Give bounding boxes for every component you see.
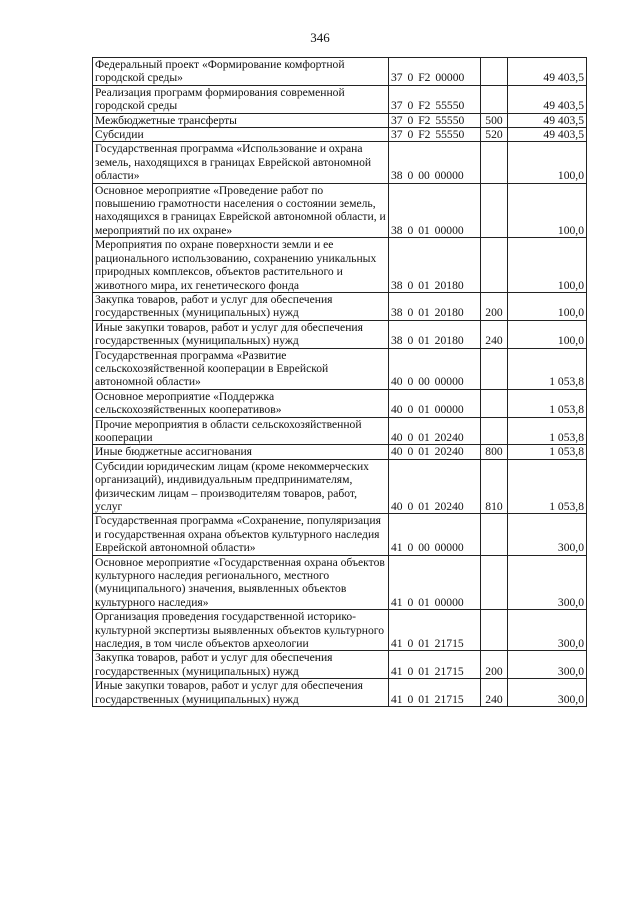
table-row <box>93 348 587 389</box>
table-row <box>93 651 587 679</box>
row-expense-type <box>481 58 508 86</box>
row-amount: 100,0 <box>508 292 587 320</box>
row-name: Реализация программ формирования современной городской среды <box>93 85 389 113</box>
table-row <box>93 610 587 651</box>
table-row <box>93 555 587 610</box>
row-expense-type: 200 <box>481 292 508 320</box>
row-amount: 300,0 <box>508 651 587 679</box>
row-target-code: 40 0 01 20240 <box>389 445 481 459</box>
row-expense-type: 200 <box>481 651 508 679</box>
row-amount: 300,0 <box>508 514 587 555</box>
row-target-code: 38 0 01 20180 <box>389 320 481 348</box>
table-row <box>93 417 587 445</box>
table-row <box>93 292 587 320</box>
row-name: Государственная программа «Развитие сельскохозяйственной кооперации в Еврейской автономной области» <box>93 348 389 389</box>
table-row <box>93 459 587 514</box>
row-amount: 300,0 <box>508 555 587 610</box>
row-name: Основное мероприятие «Поддержка сельскохозяйственных кооперативов» <box>93 389 389 417</box>
row-name: Федеральный проект «Формирование комфортной городской среды» <box>93 58 389 86</box>
table-row <box>93 85 587 113</box>
row-name: Иные бюджетные ассигнования <box>93 445 389 459</box>
row-target-code: 37 0 F2 00000 <box>389 58 481 86</box>
row-name: Государственная программа «Сохранение, популяризация и государственная охрана объектов культурного наследия Еврейской автономной области» <box>93 514 389 555</box>
row-expense-type: 520 <box>481 128 508 142</box>
row-target-code: 40 0 01 00000 <box>389 389 481 417</box>
table-row <box>93 238 587 293</box>
row-expense-type <box>481 142 508 183</box>
table-row <box>93 389 587 417</box>
row-expense-type: 240 <box>481 679 508 707</box>
row-expense-type <box>481 183 508 238</box>
row-target-code: 40 0 01 20240 <box>389 459 481 514</box>
table-row <box>93 445 587 459</box>
row-amount: 100,0 <box>508 183 587 238</box>
row-target-code: 37 0 F2 55550 <box>389 113 481 127</box>
table-row <box>93 514 587 555</box>
row-expense-type <box>481 85 508 113</box>
row-expense-type: 240 <box>481 320 508 348</box>
row-amount: 1 053,8 <box>508 389 587 417</box>
row-amount: 1 053,8 <box>508 445 587 459</box>
row-target-code: 38 0 01 00000 <box>389 183 481 238</box>
row-expense-type <box>481 417 508 445</box>
row-name: Иные закупки товаров, работ и услуг для обеспечения государственных (муниципальных) нужд <box>93 320 389 348</box>
row-amount: 100,0 <box>508 238 587 293</box>
table-row <box>93 142 587 183</box>
table-row <box>93 320 587 348</box>
row-target-code: 40 0 00 00000 <box>389 348 481 389</box>
row-target-code: 38 0 01 20180 <box>389 292 481 320</box>
table-row <box>93 679 587 707</box>
row-name: Субсидии юридическим лицам (кроме некоммерческих организаций), индивидуальным предпринимателям, физическим лицам – производителям товаров, работ, услуг <box>93 459 389 514</box>
row-expense-type: 810 <box>481 459 508 514</box>
row-expense-type <box>481 238 508 293</box>
row-expense-type <box>481 555 508 610</box>
row-amount: 100,0 <box>508 142 587 183</box>
row-expense-type <box>481 389 508 417</box>
row-expense-type <box>481 348 508 389</box>
row-target-code: 37 0 F2 55550 <box>389 85 481 113</box>
row-target-code: 41 0 01 21715 <box>389 679 481 707</box>
row-amount: 1 053,8 <box>508 459 587 514</box>
row-name: Организация проведения государственной историко-культурной экспертизы выявленных объектов культурного наследия, в том числе объектов археологии <box>93 610 389 651</box>
row-amount: 300,0 <box>508 610 587 651</box>
table-row <box>93 113 587 127</box>
row-name: Иные закупки товаров, работ и услуг для обеспечения государственных (муниципальных) нужд <box>93 679 389 707</box>
row-amount: 100,0 <box>508 320 587 348</box>
budget-table <box>92 57 587 707</box>
page-number: 346 <box>310 30 330 45</box>
row-target-code: 41 0 01 21715 <box>389 610 481 651</box>
table-row <box>93 183 587 238</box>
row-amount: 49 403,5 <box>508 58 587 86</box>
row-name: Закупка товаров, работ и услуг для обеспечения государственных (муниципальных) нужд <box>93 292 389 320</box>
row-name: Закупка товаров, работ и услуг для обеспечения государственных (муниципальных) нужд <box>93 651 389 679</box>
row-target-code: 41 0 01 00000 <box>389 555 481 610</box>
table-row <box>93 128 587 142</box>
row-expense-type: 800 <box>481 445 508 459</box>
row-expense-type: 500 <box>481 113 508 127</box>
row-name: Межбюджетные трансферты <box>93 113 389 127</box>
row-amount: 49 403,5 <box>508 128 587 142</box>
row-expense-type <box>481 610 508 651</box>
row-target-code: 40 0 01 20240 <box>389 417 481 445</box>
row-target-code: 38 0 00 00000 <box>389 142 481 183</box>
row-name: Мероприятия по охране поверхности земли и ее рационального использованию, сохранению уникальных природных комплексов, объектов растительного и животного мира, их генетического фонда <box>93 238 389 293</box>
row-amount: 49 403,5 <box>508 85 587 113</box>
row-expense-type <box>481 514 508 555</box>
table-row <box>93 58 587 86</box>
row-name: Основное мероприятие «Проведение работ по повышению грамотности населения о состоянии земель, находящихся в границах Еврейской автономной области, и мероприятий по их охране» <box>93 183 389 238</box>
row-target-code: 41 0 00 00000 <box>389 514 481 555</box>
row-target-code: 41 0 01 21715 <box>389 651 481 679</box>
row-name: Государственная программа «Использование и охрана земель, находящихся в границах Еврейской автономной области» <box>93 142 389 183</box>
row-amount: 49 403,5 <box>508 113 587 127</box>
row-name: Субсидии <box>93 128 389 142</box>
row-amount: 300,0 <box>508 679 587 707</box>
row-target-code: 38 0 01 20180 <box>389 238 481 293</box>
row-target-code: 37 0 F2 55550 <box>389 128 481 142</box>
row-amount: 1 053,8 <box>508 348 587 389</box>
row-name: Основное мероприятие «Государственная охрана объектов культурного наследия регионального, местного (муниципального) значения, выявленных объектов культурного наследия» <box>93 555 389 610</box>
row-name: Прочие мероприятия в области сельскохозяйственной кооперации <box>93 417 389 445</box>
row-amount: 1 053,8 <box>508 417 587 445</box>
